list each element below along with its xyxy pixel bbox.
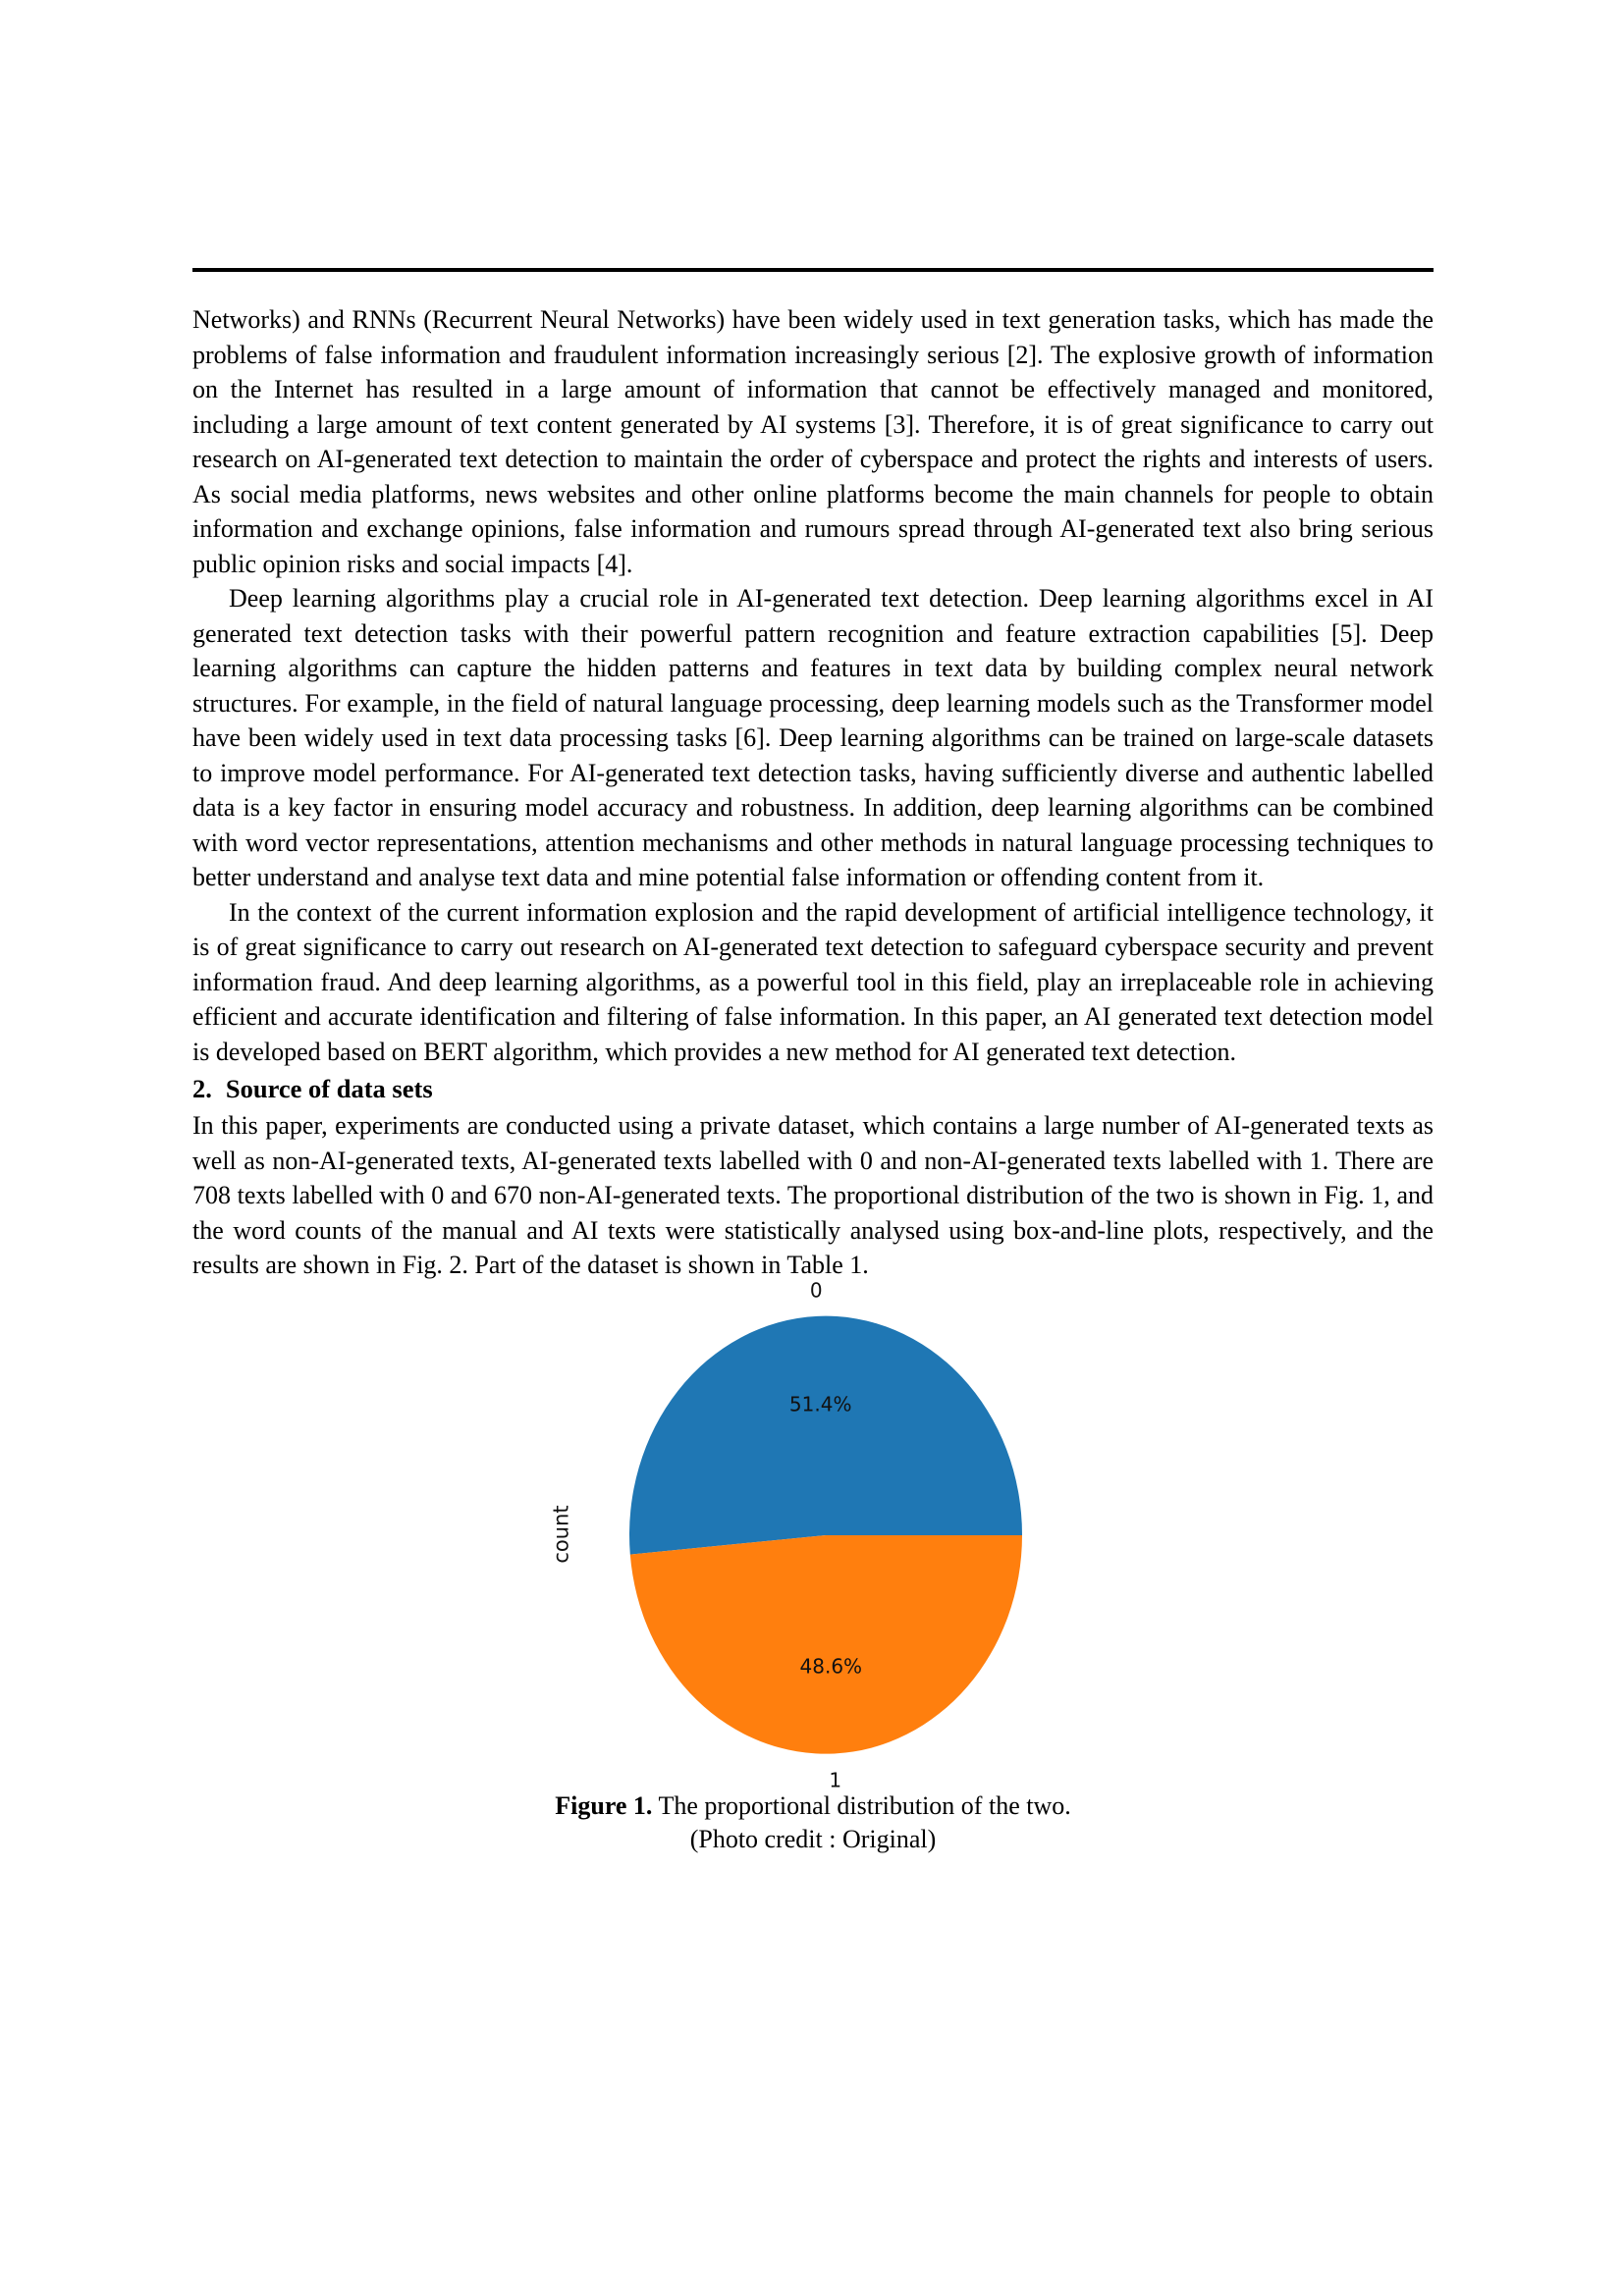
body-paragraph-4: In this paper, experiments are conducted using a private dataset, which contains a large number of AI-generated texts as well as non-AI-generated texts, AI-generated texts labelled with 0 and non-AI-generated texts labelled with 1. There are 708 texts labelled with 0 and 670 non-AI-generated texts. The proportional distribution of the two is shown in Fig. 1, and the word counts of the manual and AI texts were statistically analysed using box-and-line plots, respectively, and the results are shown in Fig. 2. Part of the dataset is shown in Table 1.	[192, 1111, 1434, 1279]
section-heading	[192, 1069, 1434, 1108]
figure-1	[192, 1278, 1434, 1791]
pie-slice-1	[630, 1535, 1022, 1754]
caption-credit: (Photo credit : Original)	[689, 1824, 937, 1853]
pie-percentage-label: 51.4%	[788, 1391, 852, 1415]
pie-category-label: 0	[809, 1278, 823, 1302]
pie-slice-0	[629, 1315, 1022, 1554]
pie-category-label: 1	[829, 1768, 842, 1791]
body-paragraph-3: In the context of the current information explosion and the rapid development of artificial intelligence technology, it is of great significance to carry out research on AI-generated text detection to safeguard cyberspace security and prevent information fraud. And deep learning algorithms, as a powerful tool in this field, play an irreplaceable role in achieving efficient and accurate identification and filtering of false information. In this paper, an AI generated text detection model is developed based on BERT algorithm, which provides a new method for AI generated text detection.	[192, 897, 1434, 1066]
header-rule	[192, 268, 1434, 272]
pie-chart	[580, 1260, 1071, 1810]
body-paragraph-2: Deep learning algorithms play a crucial role in AI-generated text detection. Deep learning algorithms excel in AI generated text detection tasks with their powerful pattern recognition and feature extraction capabilities [5]. Deep learning algorithms can capture the hidden patterns and features in text data by building complex neural network structures. For example, in the field of natural language processing, deep learning models such as the Transformer model have been widely used in text data processing tasks [6]. Deep learning algorithms can be trained on large-scale datasets to improve model performance. For AI-generated text detection tasks, having sufficiently diverse and authentic labelled data is a key factor in ensuring model accuracy and robustness. In addition, deep learning algorithms can be combined with word vector representations, attention mechanisms and other methods in natural language processing techniques to better understand and analyse text data and mine potential false information or offending content from it.	[192, 584, 1434, 891]
pie-percentage-label: 48.6%	[799, 1654, 863, 1679]
article-body	[192, 302, 1434, 1856]
section-number: 2.	[192, 1074, 212, 1103]
section-title: Source of data sets	[225, 1074, 433, 1103]
caption-text: The proportional distribution of the two.	[652, 1790, 1071, 1820]
caption-label: Figure 1.	[555, 1790, 653, 1820]
body-paragraph-1: Networks) and RNNs (Recurrent Neural Networks) have been widely used in text generation tasks, which has made the problems of false information and fraudulent information increasingly serious [2]. The explosive growth of information on the Internet has resulted in a large amount of information that cannot be effectively managed and monitored, including a large amount of text content generated by AI systems [3]. Therefore, it is of great significance to carry out research on AI-generated text detection to maintain the order of cyberspace and protect the rights and interests of users. As social media platforms, news websites and other online platforms become the main channels for people to obtain information and exchange opinions, false information and rumours spread through AI-generated text also bring serious public opinion risks and social impacts [4].	[192, 305, 1434, 578]
y-axis-label: count	[549, 1504, 573, 1564]
